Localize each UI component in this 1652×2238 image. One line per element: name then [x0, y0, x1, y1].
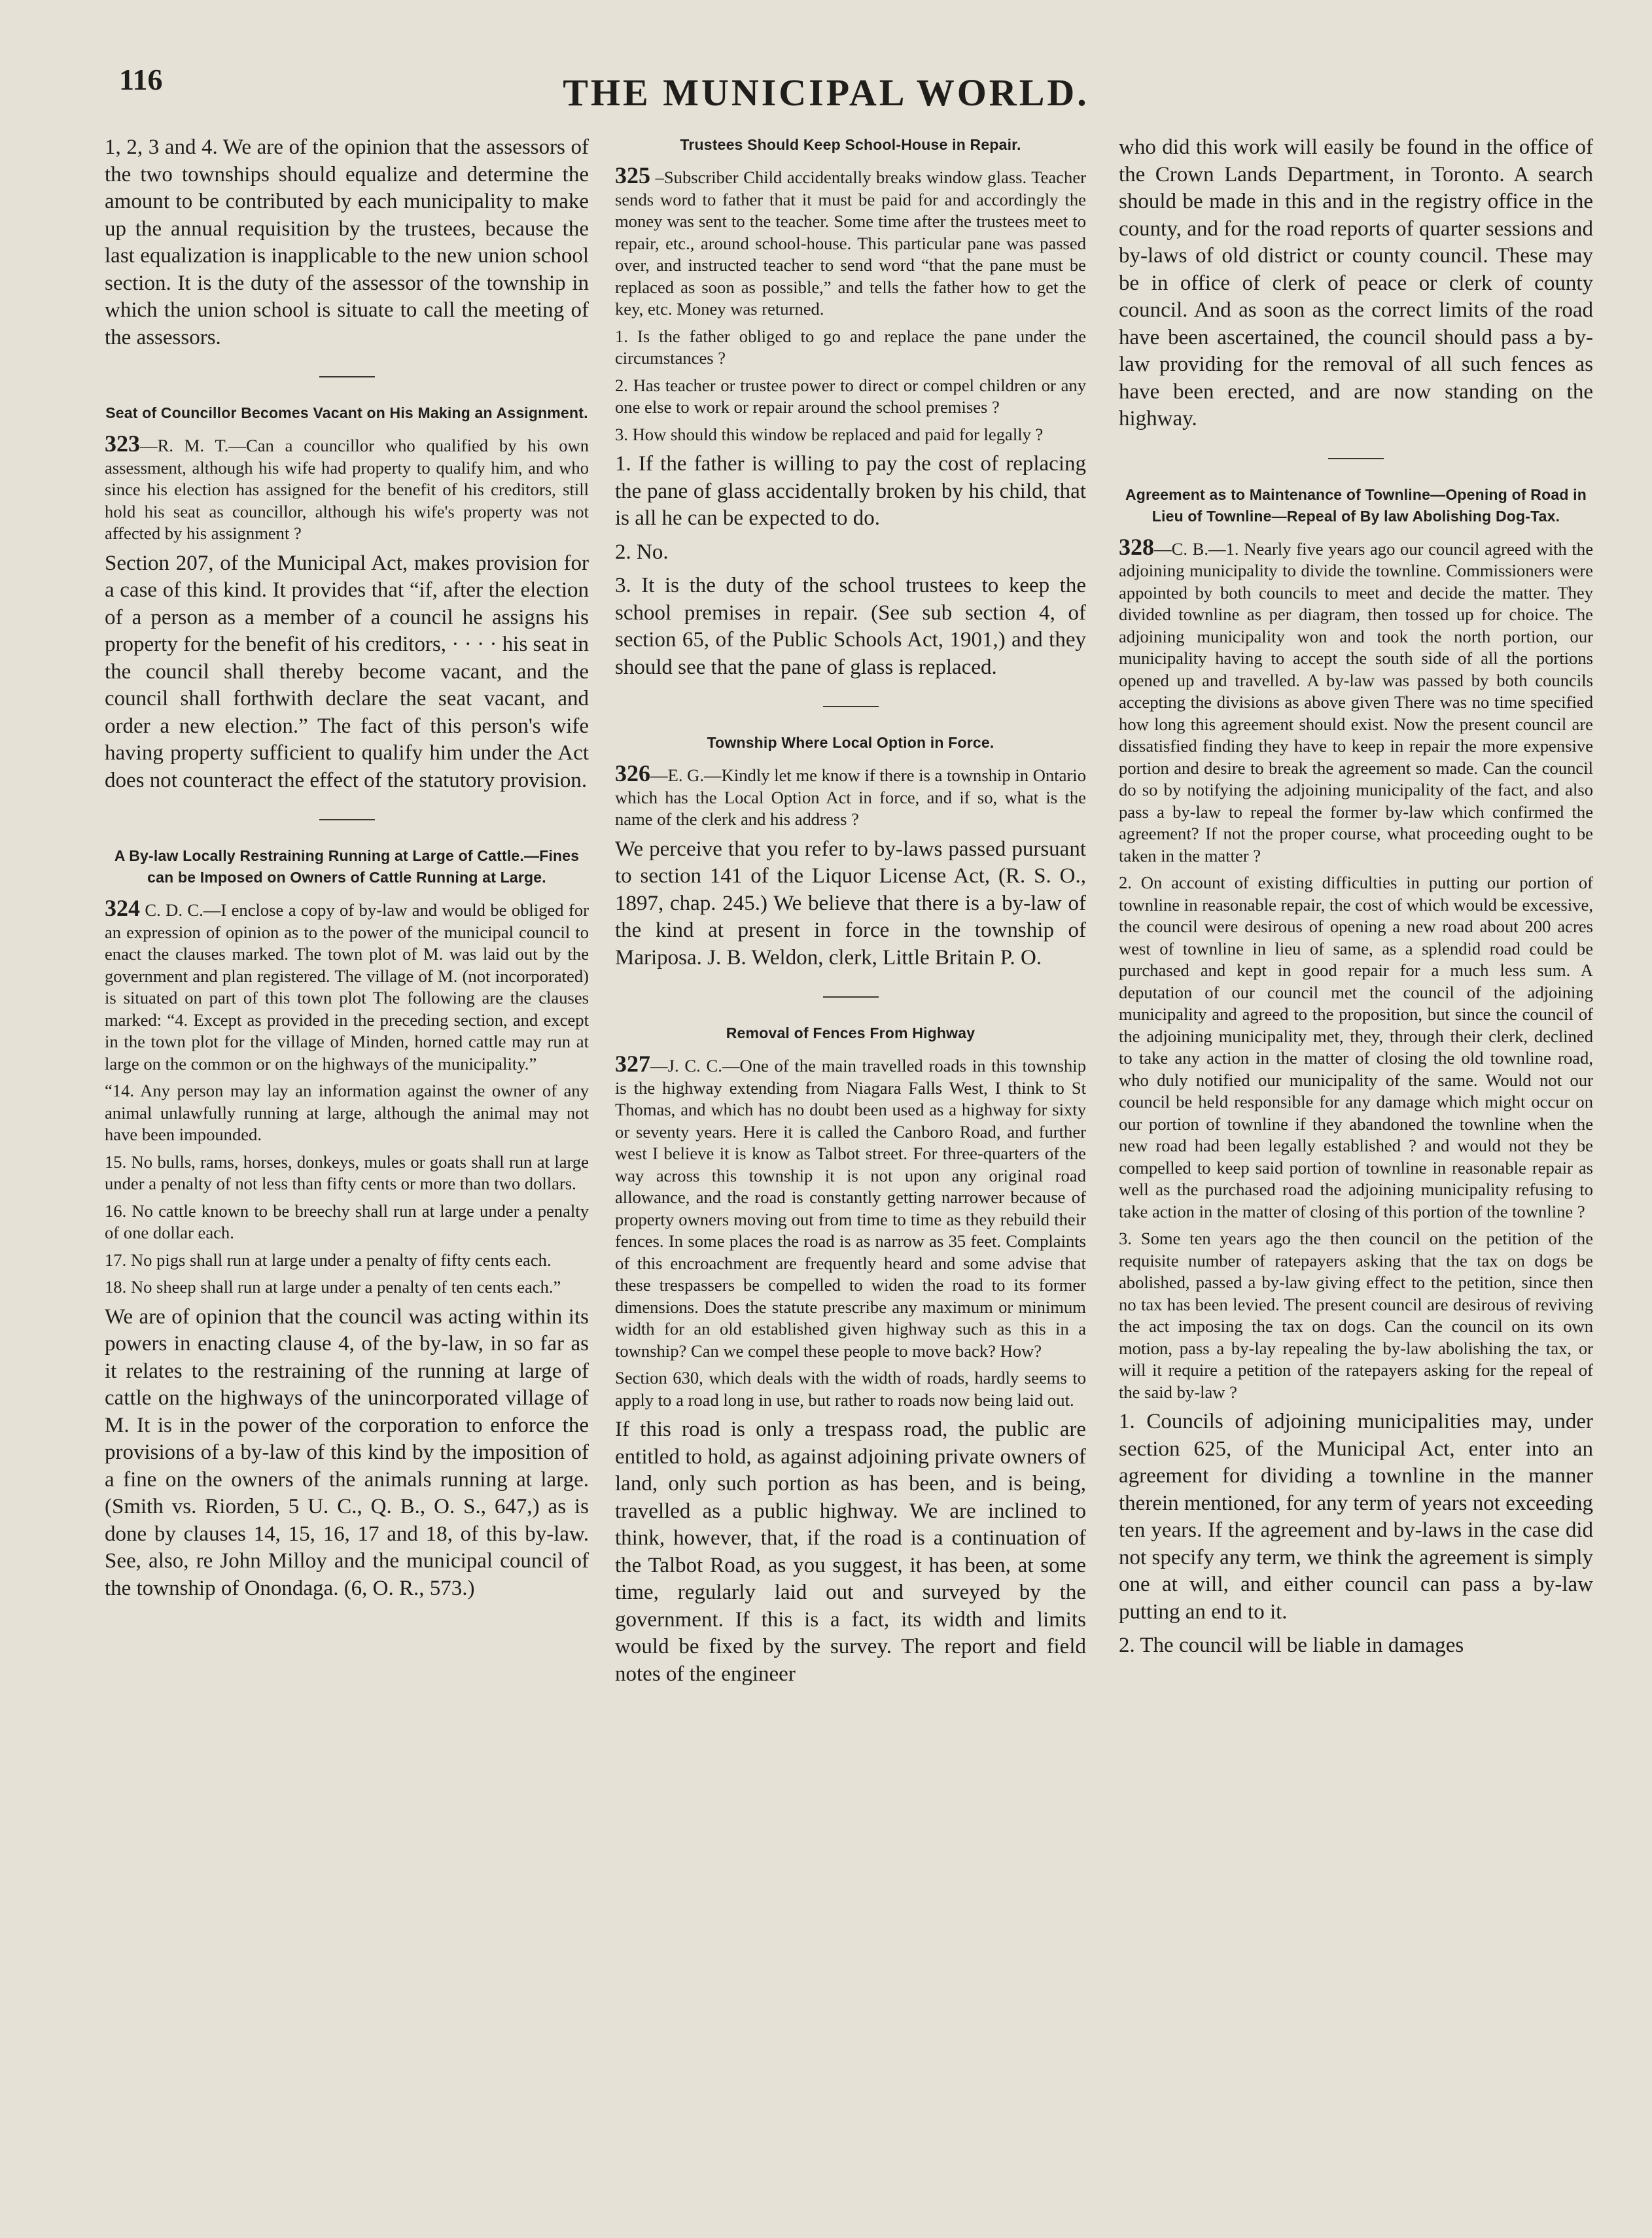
answer-323: Section 207, of the Municipal Act, makes provision for a case of this kind. It provides that “if, after the election of a person as a member of a council he assigns his property for the benefit of his creditors, · · · · his seat in the council shall thereby become vacant, and the council shall forthwith declare the seat vacant, and order a new election.” The fact of this person's wife having property sufficient to qualify him under the Act does not counteract the effect of the statutory provision. [105, 551, 589, 792]
answer-328-part-1: 1. Councils of adjoining municipalities may, under section 625, of the Municipal Act, enter into an agreement for dividing a townline in the manner therein mentioned, for any term of years not exceeding ten years. If the agreement and by-laws in the case did not specify any term, we think the agreement is simply one at will, and either council can pass a by-law putting an end to it. [1119, 1410, 1593, 1624]
question-328-part-3: 3. Some ten years ago the then council on the petition of the requisite number of ratepayers asking that the tax on dogs be abolished, passed a by-law giving effect to the petition, since then no tax has been levied. The present council are desirous of reviving the act imposing the tax on dogs. Can the council on its own motion, pass a by-lay repealing the by-law abolishing the tax, or will it require a petition of the ratepayers asking for the repeal of the said by-law ? [1119, 1229, 1593, 1402]
bylaw-clause-16: 16. No cattle known to be breechy shall run at large under a penalty of one dollar each. [105, 1200, 589, 1242]
question-number: 328 [1119, 533, 1154, 560]
running-head: THE MUNICIPAL WORLD. [563, 71, 1089, 114]
answer-326: We perceive that you refer to by-laws passed pursuant to section 141 of the Liquor License Act, (R. S. O., 1897, chap. 245.) We believe that there is a by-law of the kind at present in force in the township of Mariposa. J. B. Weldon, clerk, Little Britain P. O. [615, 837, 1086, 970]
answer-325-part-1: 1. If the father is willing to pay the cost of replacing the pane of glass accidentally broken by his child, that is all he can be expected to do. [615, 452, 1086, 530]
question-number: 326 [615, 760, 650, 786]
answer-continued: 1, 2, 3 and 4. We are of the opinion that the assessors of the two townships should equalize and determine the amount to be contributed by each municipality to make up the annual requisition by the trustees, because the last equalization is inapplicable to the new union school section. It is the duty of the assessor of the township in which the union school is situate to call the meeting of the assessors. [105, 135, 589, 349]
question-text: C. D. C.—I enclose a copy of by-law and would be obliged for an expression of opinion as to the power of the municipal council to enact the clauses marked. The town plot of M. was laid out by the government and plan registered. The village of M. (not incorporated) is situated on part of this town plot The following are the clauses marked: “4. Except as provided in the preceding section, and except in the town plot for the village of Minden, horned cattle may run at large on the common or on the highways of the municipality.” [105, 900, 589, 1074]
section-divider [823, 996, 879, 998]
section-divider [319, 376, 375, 377]
question-327-section-630: Section 630, which deals with the width of roads, hardly seems to apply to a road long in use, but rather to roads now being laid out. [615, 1368, 1086, 1410]
question-text: –Subscriber Child accidentally breaks window glass. Teacher sends word to father that it must be paid for and accordingly the money was sent to the teacher. Some time after the trustees meet to repair, etc., around school-house. This particular pane was passed over, and instructed teacher to send word “that the pane must be replaced as soon as possible,” and tells the father how to get the key, etc. Money was returned. [615, 167, 1086, 319]
question-text: —C. B.—1. Nearly five years ago our council agreed with the adjoining municipality to divide the townline. Commissioners were appointed by both councils to meet and decide the matter. They divided townline as per diagram, then tossed up for choice. The adjoining municipality won and took the north portion, our municipality having to accept the south side of all the portions opened up and travelled. A by-law was passed by both councils accepting the divisions as above given There was no time specified how long this agreement should exist. Now the present council are dissatisfied finding they have to keep in repair the more expensive portion and desire to break the agreement so made. Can the council do so by notifying the adjoining municipality of the fact, and also pass a by-law to repeal the former by-law which confirmed the agreement? If not the proper course, what proceeding ought to be taken in the matter ? [1119, 538, 1593, 865]
question-327 [615, 1053, 1086, 1362]
page-number: 116 [119, 63, 163, 96]
question-text: —R. M. T.—Can a councillor who qualified by his own assessment, although his wife had property to qualify him, and who since his election has assigned for the benefit of his creditors, still hold his seat as councillor, although his wife's property was not affected by his assignment ? [105, 436, 589, 543]
question-326-heading: Township Where Local Option in Force. [707, 734, 994, 751]
question-327-heading: Removal of Fences From Highway [726, 1024, 975, 1041]
question-325 [615, 162, 1086, 321]
bylaw-clause-17: 17. No pigs shall run at large under a penalty of fifty cents each. [105, 1250, 552, 1270]
question-number: 323 [105, 430, 140, 457]
bylaw-clause-15: 15. No bulls, rams, horses, donkeys, mules or goats shall run at large under a penalty of not less than fifty cents or more than two dollars. [105, 1151, 589, 1193]
column-3 [1119, 134, 1593, 2212]
answer-328-part-2: 2. The council will be liable in damages [1119, 1634, 1464, 1657]
question-326 [615, 760, 1086, 831]
question-328-heading: Agreement as to Maintenance of Townline—Opening of Road in Lieu of Townline—Repeal of By law Abolishing Dog-Tax. [1125, 485, 1587, 525]
question-text: —E. G.—Kindly let me know if there is a township in Ontario which has the Local Option Act in force, and if so, what is the name of the clerk and his address ? [615, 765, 1086, 829]
question-325-part-2: 2. Has teacher or trustee power to direct or compel children or any one else to work or repair around the school premises ? [615, 375, 1086, 417]
question-325-heading: Trustees Should Keep School-House in Repair. [680, 136, 1021, 153]
question-324-heading: A By-law Locally Restraining Running at Large of Cattle.—Fines can be Imposed on Owners of Cattle Running at Large. [114, 847, 580, 886]
question-324 [105, 895, 589, 1075]
question-number: 327 [615, 1051, 650, 1077]
answer-325-part-2: 2. No. [615, 540, 669, 564]
question-number: 325 [615, 162, 650, 188]
question-323 [105, 430, 589, 545]
question-328 [1119, 533, 1593, 867]
column-2 [615, 134, 1086, 2212]
column-1 [105, 134, 589, 2212]
answer-327: If this road is only a trespass road, the public are entitled to hold, as against adjoining private owners of land, only such portion as has been, and is being, travelled as a public highway. We are inclined to think, however, that, if the road is a continuation of the Talbot Road, as you suggest, it has been, at some time, regularly laid out and surveyed by the government. If this is a fact, its width and limits would be fixed by the survey. The report and field notes of the engineer [615, 1418, 1086, 1686]
question-325-part-1: 1. Is the father obliged to go and replace the pane under the circumstances ? [615, 326, 1086, 368]
answer-325-part-3: 3. It is the duty of the school trustees to keep the school premises in repair. (See sub section 4, of section 65, of the Public Schools Act, 1901,) and they should see that the pane of glass is replaced. [615, 574, 1086, 679]
bylaw-clause-14: “14. Any person may lay an information against the owner of any animal unlawfully running at large, although the animal may not have been impounded. [105, 1081, 589, 1144]
answer-327-continued: who did this work will easily be found in the office of the Crown Lands Department, in Toronto. A search should be made in this and in the registry office in the county, and for the road reports of quarter sessions and by-laws of old district or county council. These may be in office of clerk of peace or clerk of county council. And as soon as the correct limits of the road have been ascertained, the council should pass a by-law providing for the removal of all such fences as have been erected, and are now standing on the highway. [1119, 135, 1593, 430]
question-323-heading: Seat of Councillor Becomes Vacant on His Making an Assignment. [105, 404, 588, 421]
question-number: 324 [105, 895, 140, 921]
question-text: —J. C. C.—One of the main travelled roads in this township is the highway extending from Niagara Falls West, I think to St Thomas, and which has no doubt been used as a highway for sixty or seventy years. Here it is called the Canboro Road, and further west I believe it is know as Talbot street. For three-quarters of the way across this township it is not upon any original road allowance, and the road is constantly getting narrower because of property owners moving out from time to time as they rebuild their fences. In some places the road is as narrow as 35 feet. Complaints of this encroachment are frequently heard and some advise that these trespassers be compelled to widen the road to its former dimensions. Does the statute prescribe any maximum or minimum width for an old established given highway such as this in a township? Can we compel these people to move back? How? [615, 1056, 1086, 1361]
section-divider [1328, 458, 1384, 459]
section-divider [319, 819, 375, 820]
question-328-part-2: 2. On account of existing difficulties in putting our portion of townline in reasonable repair, the cost of which would be excessive, the council were desirous of opening a new road about 200 acres west of townline in lieu of same, as a splendid road could be purchased and kept in good repair for a much less sum. A deputation of our council met the council of the adjoining municipality and agreed to the proposition, but since the council of the adjoining municipality met, they, through their clerk, declined to take any action in the matter of closing the old townline road, who duly notified our municipality of the same. Would not our council be held responsible for any damage which might occur on our portion of townline if they abandoned the townline when the new road had been legally established ? and would not they be compelled to keep said portion of townline in reasonable repair as well as the purchased road the adjoining municipality refusing to take action in the matter of closing of this portion of the townline ? [1119, 873, 1593, 1221]
section-divider [823, 706, 879, 707]
answer-324: We are of opinion that the council was acting within its powers in enacting clause 4, of the by-law, in so far as it relates to the restraining of the running at large of cattle on the highways of the unincorporated village of M. It is in the power of the corporation to enforce the provisions of a by-law of this kind by the imposition of a fine on the owners of the animals running at large. (Smith vs. Riorden, 5 U. C., Q. B., O. S., 647,) as is done by clauses 14, 15, 16, 17 and 18, of this by-law. See, also, re John Milloy and the municipal council of the township of Onondaga. (6, O. R., 573.) [105, 1304, 589, 1600]
question-325-part-3: 3. How should this window be replaced and paid for legally ? [615, 424, 1044, 444]
bylaw-clause-18: 18. No sheep shall run at large under a penalty of ten cents each.” [105, 1277, 561, 1297]
